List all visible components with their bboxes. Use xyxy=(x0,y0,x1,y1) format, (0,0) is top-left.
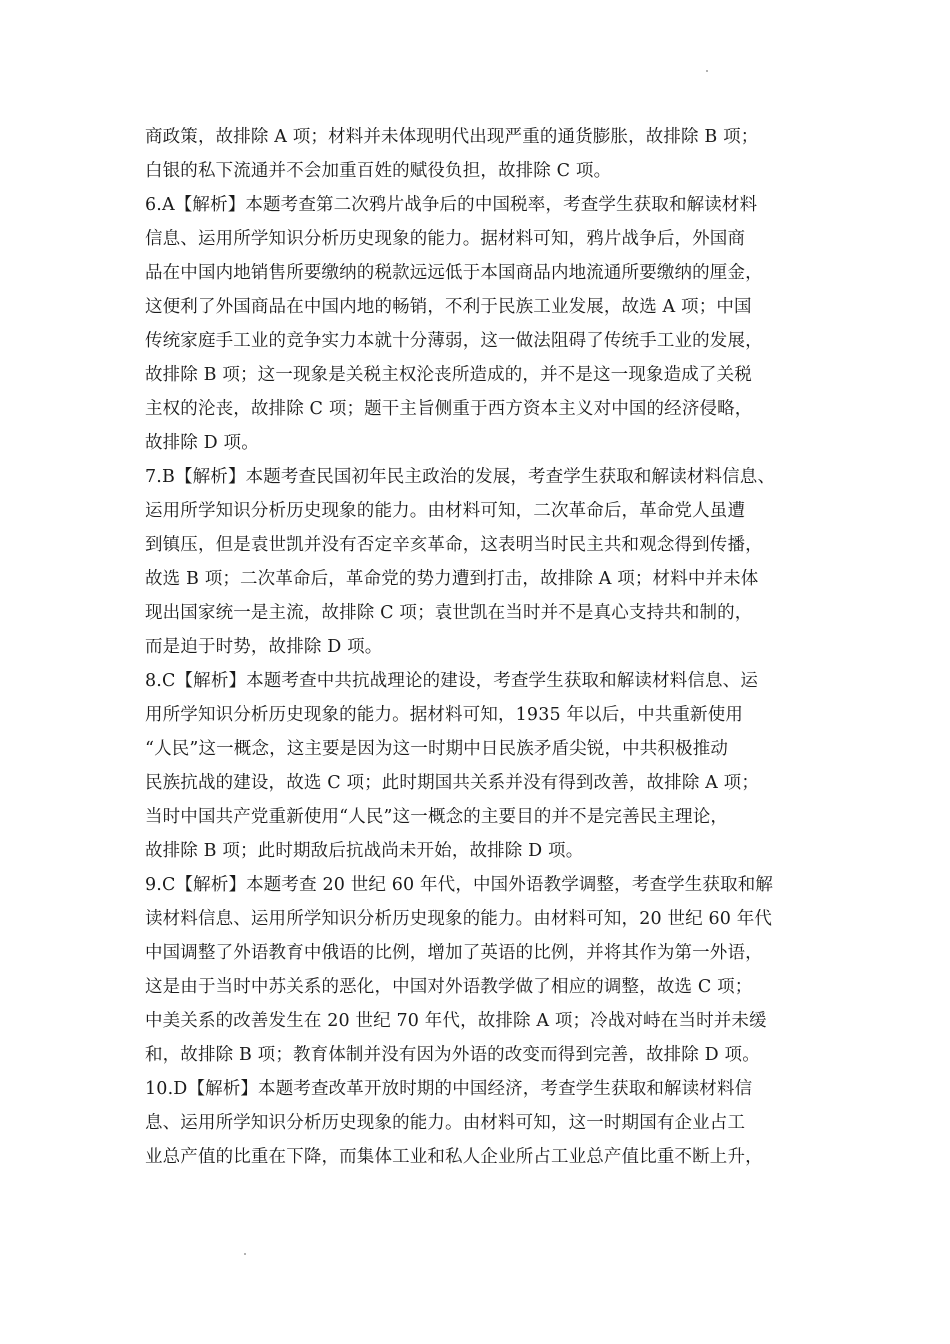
text-line: 故选 B 项；二次革命后，革命党的势力遭到打击，故排除 A 项；材料中并未体 xyxy=(145,569,759,589)
text-line: 到镇压，但是袁世凯并没有否定辛亥革命，这表明当时民主共和观念得到传播， xyxy=(145,535,763,555)
answer-6-heading-line: 6.A【解析】本题考查第二次鸦片战争后的中国税率，考查学生获取和解读材料 xyxy=(145,195,758,215)
text-line: 读材料信息、运用所学知识分析历史现象的能力。由材料可知，20 世纪 60 年代 xyxy=(145,909,773,929)
answer-10-heading-line: 10.D【解析】本题考查改革开放时期的中国经济，考查学生获取和解读材料信 xyxy=(145,1079,753,1099)
text-line: 用所学知识分析历史现象的能力。据材料可知，1935 年以后，中共重新使用 xyxy=(145,705,743,725)
text-line: 故排除 D 项。 xyxy=(145,433,259,453)
text-line: 故排除 B 项；这一现象是关税主权沦丧所造成的，并不是这一现象造成了关税 xyxy=(145,365,752,385)
text-line: 和，故排除 B 项；教育体制并没有因为外语的改变而得到完善，故排除 D 项。 xyxy=(145,1045,760,1065)
text-line: 而是迫于时势，故排除 D 项。 xyxy=(145,637,383,657)
answer-9-heading-line: 9.C【解析】本题考查 20 世纪 60 年代，中国外语教学调整，考查学生获取和解 xyxy=(145,875,774,895)
answer-explanation-text xyxy=(145,120,825,1174)
text-line: 主权的沦丧，故排除 C 项；题干主旨侧重于西方资本主义对中国的经济侵略， xyxy=(145,399,753,419)
text-line: 民族抗战的建设，故选 C 项；此时期国共关系并没有得到改善，故排除 A 项； xyxy=(145,773,759,793)
scan-mark-bottom xyxy=(244,1253,246,1255)
text-line: 中国调整了外语教育中俄语的比例，增加了英语的比例，并将其作为第一外语， xyxy=(145,943,763,963)
text-line: 信息、运用所学知识分析历史现象的能力。据材料可知，鸦片战争后，外国商 xyxy=(145,229,746,249)
text-line: 现出国家统一是主流，故排除 C 项；袁世凯在当时并不是真心支持共和制的， xyxy=(145,603,753,623)
text-line: 业总产值的比重在下降，而集体工业和私人企业所占工业总产值比重不断上升， xyxy=(145,1147,763,1167)
text-line: 中美关系的改善发生在 20 世纪 70 年代，故排除 A 项；冷战对峙在当时并未缓 xyxy=(145,1011,767,1031)
text-line: 这便利了外国商品在中国内地的畅销，不利于民族工业发展，故选 A 项；中国 xyxy=(145,297,752,317)
scan-mark-top xyxy=(706,70,708,72)
text-line: 息、运用所学知识分析历史现象的能力。由材料可知，这一时期国有企业占工 xyxy=(145,1113,746,1133)
text-line: 这是由于当时中苏关系的恶化，中国对外语教学做了相应的调整，故选 C 项； xyxy=(145,977,753,997)
text-line: 运用所学知识分析历史现象的能力。由材料可知，二次革命后，革命党人虽遭 xyxy=(145,501,746,521)
text-line: 故排除 B 项；此时期敌后抗战尚未开始，故排除 D 项。 xyxy=(145,841,584,861)
text-line: 白银的私下流通并不会加重百姓的赋役负担，故排除 C 项。 xyxy=(145,161,612,181)
text-line: 商政策，故排除 A 项；材料并未体现明代出现严重的通货膨胀，故排除 B 项； xyxy=(145,127,759,147)
answer-8-heading-line: 8.C【解析】本题考查中共抗战理论的建设，考查学生获取和解读材料信息、运 xyxy=(145,671,758,691)
text-line: 当时中国共产党重新使用“人民”这一概念的主要目的并不是完善民主理论， xyxy=(145,807,728,827)
text-line: “人民”这一概念，这主要是因为这一时期中日民族矛盾尖锐，中共积极推动 xyxy=(145,739,728,759)
text-line: 品在中国内地销售所要缴纳的税款远远低于本国商品内地流通所要缴纳的厘金， xyxy=(145,263,763,283)
answer-7-heading-line: 7.B【解析】本题考查民国初年民主政治的发展，考查学生获取和解读材料信息、 xyxy=(145,467,776,487)
text-line: 传统家庭手工业的竞争实力本就十分薄弱，这一做法阻碍了传统手工业的发展， xyxy=(145,331,763,351)
